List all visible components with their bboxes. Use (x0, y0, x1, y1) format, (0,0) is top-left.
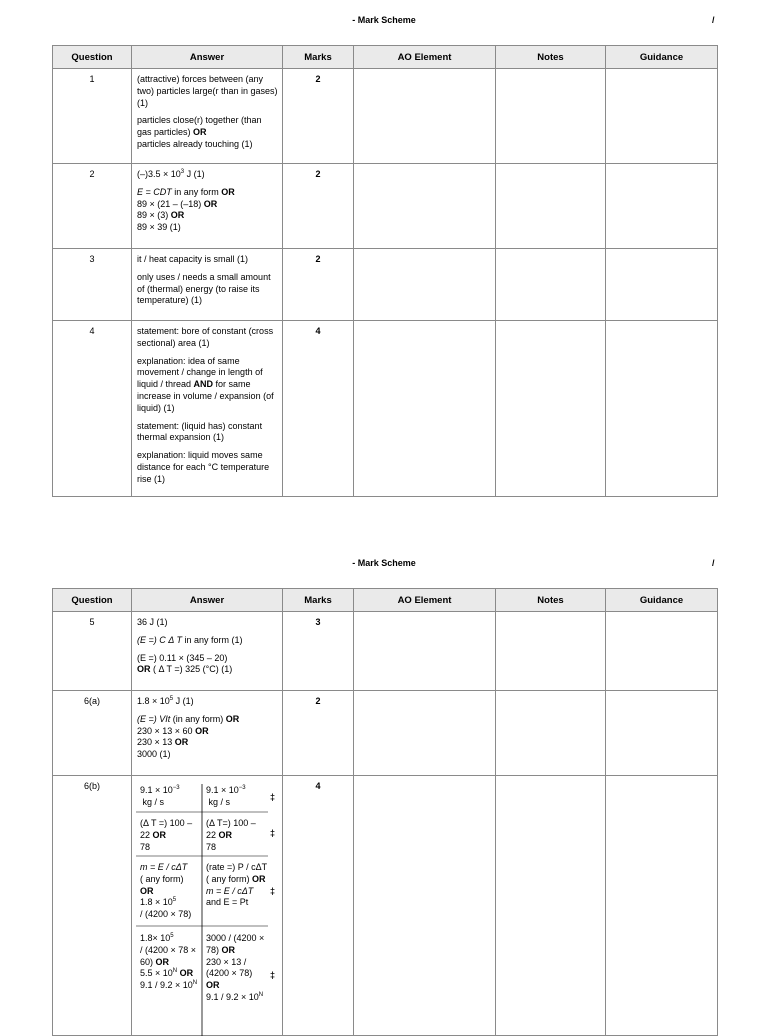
notes-cell (496, 776, 606, 1036)
col-ao-element: AO Element (354, 589, 496, 612)
answer-cell (132, 164, 283, 249)
notes-cell (496, 691, 606, 776)
marks-value: 2 (283, 164, 354, 249)
ao-element-cell (354, 69, 496, 164)
page2-table-header (53, 589, 718, 612)
answer-cell (132, 691, 283, 776)
answer-line: (E =) 0.11 × (345 – 20) OR ( Δ T =) 325 (°C) (1) (137, 652, 233, 675)
answer-cell (132, 612, 283, 691)
guidance-cell (606, 612, 718, 691)
notes-cell (496, 164, 606, 249)
page2-mark-table (52, 588, 718, 1036)
page2-header (0, 558, 768, 572)
table-row (53, 249, 718, 321)
answer-line: particles close(r) together (than gas particles) OR particles already touching (1) (137, 115, 262, 149)
col-notes: Notes (496, 589, 606, 612)
guidance-cell (606, 164, 718, 249)
marks-value: 2 (283, 249, 354, 321)
col-guidance: Guidance (606, 589, 718, 612)
answer-line: $1.8 \times 10^5$ J (1) (137, 696, 194, 706)
marks-value: 3 (283, 612, 354, 691)
col-question: Question (53, 589, 132, 612)
answer-line: (attractive) forces between (any two) particles large(r than in gases) (1) (137, 74, 278, 108)
col-notes: Notes (496, 46, 606, 69)
marks-value: 2 (283, 69, 354, 164)
page1-header (0, 15, 768, 29)
inner-cell: (Δ T=) 100 – 22 OR 78 (206, 818, 256, 852)
question-number: 6(a) (53, 691, 132, 776)
ao-element-cell (354, 249, 496, 321)
col-ao-element: AO Element (354, 46, 496, 69)
inner-cell: (rate =) P / cΔT ( any form) OR m = E / cΔT and E = Pt (206, 862, 267, 908)
tick-mark: ‡ (270, 970, 276, 980)
guidance-cell (606, 776, 718, 1036)
answer-line: explanation: liquid moves same distance for each °C temperature rise (1) (137, 450, 270, 484)
answer-line: 36 J (1) (137, 617, 168, 627)
notes-cell (496, 249, 606, 321)
question-number: 3 (53, 249, 132, 321)
guidance-cell (606, 249, 718, 321)
answer-cell (132, 321, 283, 497)
col-marks: Marks (283, 589, 354, 612)
answer-line: (E =) C Δ T in any form (1) (137, 634, 243, 645)
answer-line: (E =) VIt (in any form) OR 230 × 13 × 60 OR 230 × 13 OR 3000 (1) (137, 713, 240, 760)
marks-value: 2 (283, 691, 354, 776)
table-row (53, 164, 718, 249)
col-question: Question (53, 46, 132, 69)
answer-cell (132, 776, 283, 1036)
answer-line: statement: bore of constant (cross sectional) area (1) (137, 326, 274, 348)
inner-cell: $9.1 \times 10^{-3}$ kg / s (206, 785, 246, 807)
answer-cell (132, 69, 283, 164)
page1-header-slash: / (712, 15, 715, 25)
question-number: 2 (53, 164, 132, 249)
answer-line: only uses / needs a small amount of (thermal) energy (to raise its temperature) (1) (137, 271, 271, 306)
inner-cell: (Δ T =) 100 – 22 OR 78 (140, 818, 193, 852)
answer-cell (132, 249, 283, 321)
guidance-cell (606, 691, 718, 776)
guidance-cell (606, 321, 718, 497)
marks-value: 4 (283, 776, 354, 1036)
page1-header-title: - Mark Scheme (352, 15, 416, 25)
col-marks: Marks (283, 46, 354, 69)
table-row (53, 321, 718, 497)
question-number: 6(b) (53, 776, 132, 1036)
question-number: 1 (53, 69, 132, 164)
answer-line: statement: (liquid has) constant thermal expansion (1) (137, 420, 263, 443)
table-row (53, 691, 718, 776)
col-answer: Answer (132, 46, 283, 69)
answer-line: $(-)3.5 \times 10^3$ J (1) (137, 169, 205, 179)
ao-element-cell (354, 776, 496, 1036)
inner-cell: $1.8\times 10^5$ / (4200 × 78 × 60) OR $5.5 \times 10^N$ OR $9.1 / 9.2 \times 10^N$ (140, 933, 198, 991)
question-number: 4 (53, 321, 132, 497)
ao-element-cell (354, 321, 496, 497)
answer-line: explanation: idea of same movement / change in length of liquid / thread AND for same increase in volume / expansion (of liquid) (1) (137, 355, 274, 413)
table-row (53, 776, 718, 1036)
inner-cell: 3000 / (4200 × 78) OR 230 × 13 / (4200 × 78) OR $9.1 / 9.2 \times 10^N$ (206, 933, 265, 1002)
inner-cell: $9.1 \times 10^{-3}$ kg / s (140, 785, 180, 807)
marks-value: 4 (283, 321, 354, 497)
inner-cell: m = E / cΔT ( any form) OR $1.8 \times 10^5$ / (4200 × 78) (140, 862, 192, 920)
table-row (53, 69, 718, 164)
page1-table-header (53, 46, 718, 69)
tick-mark: ‡ (270, 792, 276, 802)
table-row (53, 612, 718, 691)
answer-line: E = CDT in any form OR 89 × (21 – (–18) OR 89 × (3) OR 89 × 39 (1) (137, 186, 235, 233)
col-answer: Answer (132, 589, 283, 612)
page2-header-slash: / (712, 558, 715, 568)
ao-element-cell (354, 164, 496, 249)
ao-element-cell (354, 612, 496, 691)
question-number: 5 (53, 612, 132, 691)
notes-cell (496, 69, 606, 164)
guidance-cell (606, 69, 718, 164)
col-guidance: Guidance (606, 46, 718, 69)
ao-element-cell (354, 691, 496, 776)
page2-header-title: - Mark Scheme (352, 558, 416, 568)
notes-cell (496, 321, 606, 497)
answer-line: it / heat capacity is small (1) (137, 254, 249, 264)
tick-mark: ‡ (270, 886, 276, 896)
inner-answer-grid (132, 776, 282, 1036)
page1-mark-table (52, 45, 718, 497)
notes-cell (496, 612, 606, 691)
tick-mark: ‡ (270, 828, 276, 838)
